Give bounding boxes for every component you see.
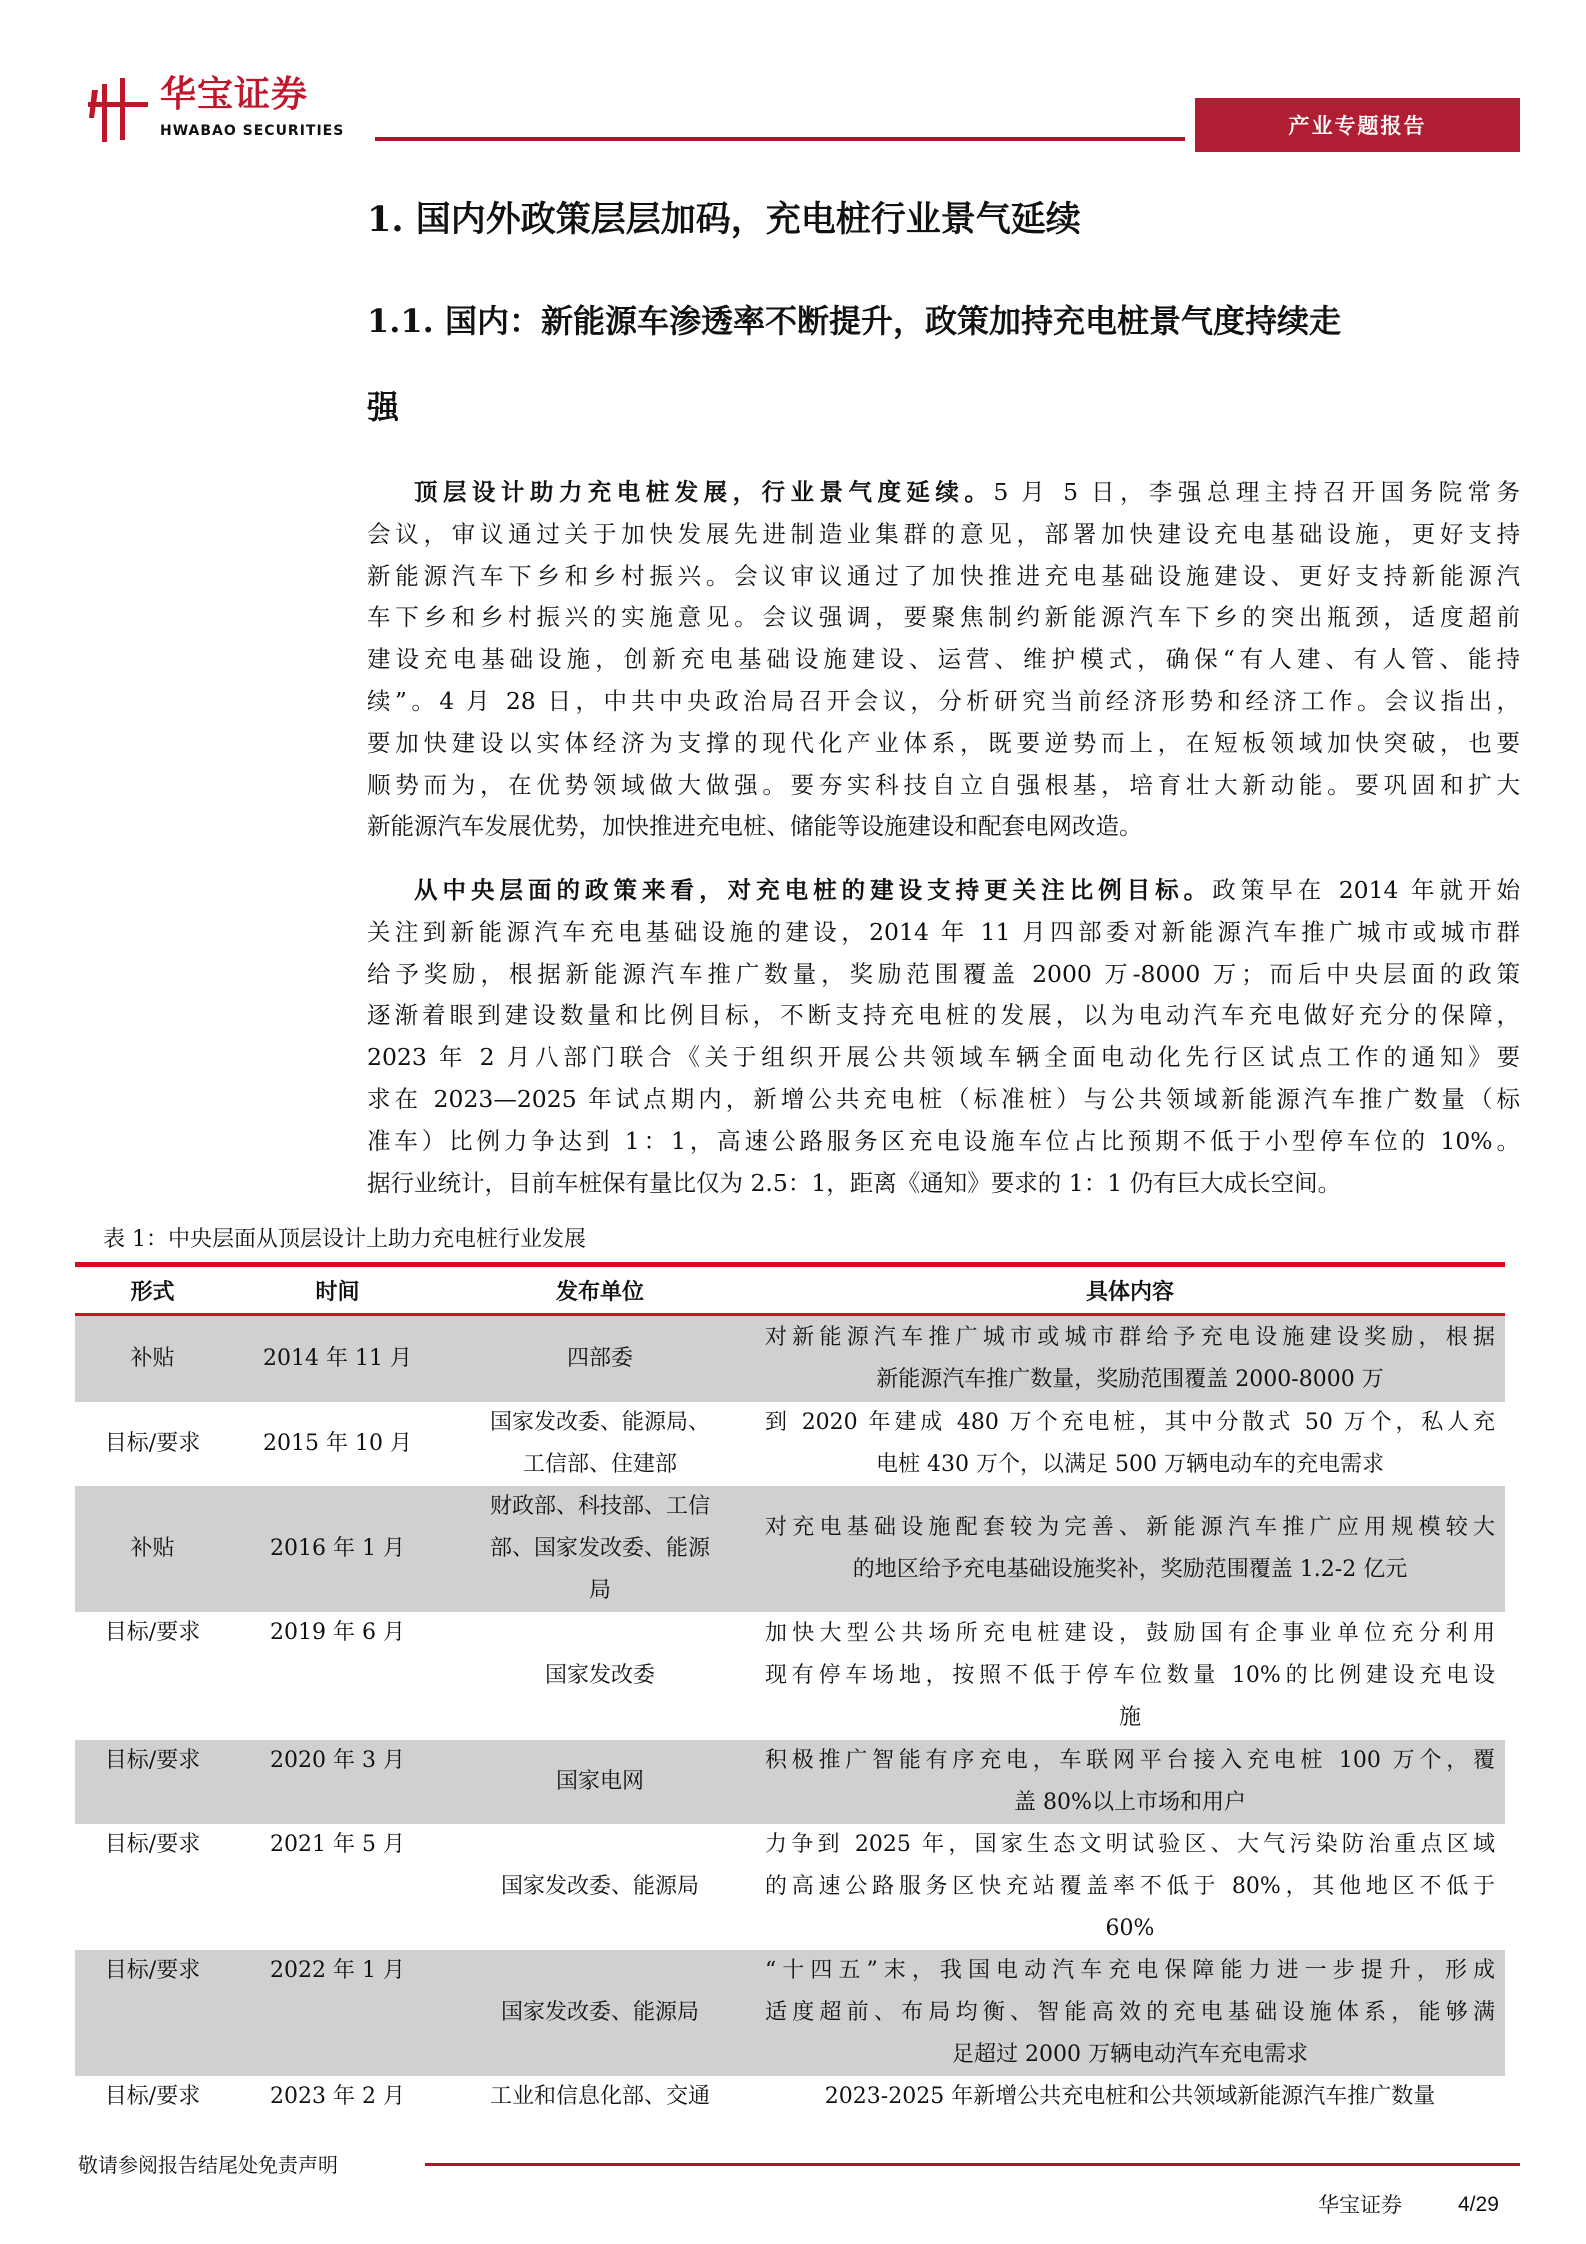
form-text: 目标/要求 — [104, 1431, 201, 1457]
issuer-line: 国家电网 — [555, 1769, 644, 1795]
form-cell — [75, 1740, 230, 1824]
time-text: 2015 年 10 月 — [263, 1431, 412, 1457]
paragraph-lead: 从中央层面的政策来看，对充电桩的建设支持更关注比例目标。 — [414, 876, 1213, 904]
paragraph-text: 要加快建设以实体经济为支撑的现代化产业体系，既要逆势而上，在短板领域加快突破，也要 — [367, 728, 1520, 757]
content-line: 施 — [1118, 1704, 1141, 1730]
time-text: 2014 年 11 月 — [263, 1346, 412, 1372]
time-cell — [230, 1486, 445, 1612]
issuer-line: 国家发改委、能源局 — [500, 2000, 699, 2026]
content-cell — [755, 1824, 1505, 1950]
paragraph-text: 建设充电基础设施，创新充电基础设施建设、运营、维护模式，确保“有人建、有人管、能持 — [367, 645, 1520, 674]
form-text: 补贴 — [130, 1346, 175, 1372]
content-line: 到 2020 年建成 480 万个充电桩，其中分散式 50 万个，私人充 — [765, 1410, 1495, 1436]
issuer-cell — [445, 1950, 755, 2076]
policy-table — [75, 1262, 1505, 2166]
column-header: 具体内容 — [1085, 1278, 1174, 1305]
paragraph-top-level-design — [367, 472, 1520, 848]
report-type-badge: 产业专题报告 — [1195, 98, 1520, 152]
paragraph-central-policy — [367, 870, 1520, 1204]
paragraph-line — [367, 870, 1520, 912]
content-cell — [755, 2076, 1505, 2166]
content-line: 积极推广智能有序充电，车联网平台接入充电桩 100 万个，覆 — [765, 1748, 1495, 1774]
form-cell — [75, 1402, 230, 1486]
content-line: 足超过 2000 万辆电动汽车充电需求 — [952, 2041, 1308, 2067]
content-cell — [755, 1740, 1505, 1824]
issuer-cell — [445, 1740, 755, 1824]
time-text: 2023 年 2 月 — [270, 2084, 405, 2109]
time-cell — [230, 1824, 445, 1950]
issuer-line: 局 — [588, 1577, 611, 1603]
paragraph-line — [367, 1121, 1520, 1163]
paragraph-line — [367, 681, 1520, 723]
issuer-cell — [445, 1402, 755, 1486]
subsection-heading-line-2: 强 — [367, 388, 400, 426]
disclaimer-note: 敬请参阅报告结尾处免责声明 — [78, 2153, 338, 2177]
paragraph-text: 车下乡和乡村振兴的实施意见。会议强调，要聚焦制约新能源汽车下乡的突出瓶颈，适度超前 — [367, 603, 1520, 632]
issuer-cell — [445, 1612, 755, 1740]
form-text: 目标/要求 — [104, 1748, 201, 1773]
paragraph-text: 逐渐着眼到建设数量和比例目标，不断支持充电桩的发展，以为电动汽车充电做好充分的保障， — [367, 1001, 1520, 1030]
table-row — [75, 1402, 1505, 1486]
form-cell — [75, 1612, 230, 1740]
content-cell — [755, 1486, 1505, 1612]
issuer-cell — [445, 1486, 755, 1612]
paragraph-line — [367, 954, 1520, 996]
paragraph-line — [367, 912, 1520, 954]
issuer-line: 国家发改委 — [544, 1663, 655, 1689]
content-cell — [755, 1402, 1505, 1486]
issuer-line: 财政部、科技部、工信 — [489, 1494, 710, 1520]
paragraph-line — [367, 723, 1520, 765]
logo-english: HWABAO SECURITIES — [160, 123, 345, 139]
issuer-line: 国家发改委、能源局、 — [489, 1410, 710, 1436]
content-cell — [755, 1950, 1505, 2076]
issuer-line: 工信部、住建部 — [522, 1452, 677, 1477]
form-cell — [75, 1486, 230, 1612]
content-line: 对新能源汽车推广城市或城市群给予充电设施建设奖励，根据 — [765, 1325, 1495, 1351]
form-text: 目标/要求 — [104, 1832, 201, 1857]
content-line: 的高速公路服务区快充站覆盖率不低于 80%，其他地区不低于 — [765, 1874, 1495, 1900]
table-row — [75, 1486, 1505, 1612]
paragraph-line — [367, 765, 1520, 807]
paragraph-text: 会议，审议通过关于加快发展先进制造业集群的意见，部署加快建设充电基础设施，更好支持 — [367, 519, 1520, 548]
paragraph-text: 续”。4 月 28 日，中共中央政治局召开会议，分析研究当前经济形势和经济工作。会议指出， — [367, 686, 1520, 715]
content-line: 60% — [1105, 1915, 1155, 1941]
issuer-line: 工业和信息化部、交通 — [489, 2084, 710, 2109]
time-text: 2020 年 3 月 — [270, 1748, 405, 1773]
form-text: 补贴 — [130, 1536, 175, 1562]
issuer-cell — [445, 2076, 755, 2166]
content-line: 现有停车场地，按照不低于停车位数量 10%的比例建设充电设 — [765, 1663, 1495, 1689]
time-cell — [230, 1612, 445, 1740]
paragraph-text: 据行业统计，目前车桩保有量比仅为 2.5：1，距离《通知》要求的 1：1 仍有巨大成长空间。 — [367, 1168, 1342, 1197]
table-row — [75, 1740, 1505, 1824]
issuer-line: 四部委 — [566, 1346, 633, 1372]
paragraph-line — [367, 1079, 1520, 1121]
table-row — [75, 1316, 1505, 1402]
section-heading: 1. 国内外政策层层加码，充电桩行业景气延续 — [367, 199, 1081, 240]
paragraph-lead: 顶层设计助力充电桩发展，行业景气度延续。 — [414, 478, 994, 506]
paragraph-text: 政策早在 2014 年就开始 — [1212, 876, 1520, 904]
paragraph-line — [367, 556, 1520, 598]
content-line: 电桩 430 万个，以满足 500 万辆电动车的充电需求 — [876, 1452, 1384, 1477]
content-line: 的地区给予充电基础设施奖补，奖励范围覆盖 1.2-2 亿元 — [852, 1557, 1408, 1582]
paragraph-text: 顺势而为，在优势领域做大做强。要夯实科技自立自强根基，培育壮大新动能。要巩固和扩大 — [367, 770, 1520, 799]
time-text: 2022 年 1 月 — [270, 1958, 405, 1983]
time-text: 2016 年 1 月 — [270, 1536, 405, 1562]
paragraph-text: 新能源汽车下乡和乡村振兴。会议审议通过了加快推进充电基础设施建设、更好支持新能源汽 — [367, 561, 1520, 590]
footer-divider — [425, 2163, 1520, 2166]
paragraph-text: 关注到新能源汽车充电基础设施的建设，2014 年 11 月四部委对新能源汽车推广城市或城市群 — [367, 917, 1520, 946]
header-divider — [375, 137, 1185, 141]
table-caption: 表 1：中央层面从顶层设计上助力充电桩行业发展 — [103, 1227, 586, 1252]
content-line: 2023-2025 年新增公共充电桩和公共领域新能源汽车推广数量 — [824, 2084, 1436, 2109]
paragraph-text: 给予奖励，根据新能源汽车推广数量，奖励范围覆盖 2000 万-8000 万；而后中央层面的政策 — [367, 959, 1520, 988]
form-text: 目标/要求 — [104, 2084, 201, 2109]
content-line: “十四五”末，我国电动汽车充电保障能力进一步提升，形成 — [765, 1958, 1495, 1984]
paragraph-text: 2023 年 2 月八部门联合《关于组织开展公共领域车辆全面电动化先行区试点工作的通知》要 — [367, 1043, 1520, 1072]
content-line: 适度超前、布局均衡、智能高效的充电基础设施体系，能够满 — [765, 2000, 1495, 2026]
paragraph-text: 准车）比例力争达到 1：1，高速公路服务区充电设施车位占比预期不低于小型停车位的 10%。 — [367, 1126, 1520, 1155]
paragraph-line — [367, 806, 1520, 848]
table-row — [75, 1612, 1505, 1740]
issuer-cell — [445, 1824, 755, 1950]
form-text: 目标/要求 — [104, 1620, 201, 1645]
time-cell — [230, 1950, 445, 2076]
time-cell — [230, 1402, 445, 1486]
time-cell — [230, 1740, 445, 1824]
hwabao-logo-icon — [88, 78, 152, 144]
paragraph-line — [367, 995, 1520, 1037]
content-line: 盖 80%以上市场和用户 — [1014, 1790, 1246, 1815]
table-row — [75, 1824, 1505, 1950]
content-line: 对充电基础设施配套较为完善、新能源汽车推广应用规模较大 — [765, 1515, 1495, 1541]
table-row — [75, 1950, 1505, 2076]
time-text: 2021 年 5 月 — [270, 1832, 405, 1857]
subsection-heading-line-1: 1.1. 国内：新能源车渗透率不断提升，政策加持充电桩景气度持续走 — [367, 302, 1341, 340]
issuer-line: 国家发改委、能源局 — [500, 1874, 699, 1900]
page-number: 4/29 — [1458, 2193, 1499, 2216]
paragraph-line — [367, 514, 1520, 556]
content-cell — [755, 1316, 1505, 1402]
form-cell — [75, 1316, 230, 1402]
paragraph-text: 新能源汽车发展优势，加快推进充电桩、储能等设施建设和配套电网改造。 — [367, 812, 1143, 841]
content-line: 加快大型公共场所充电桩建设，鼓励国有企事业单位充分利用 — [765, 1621, 1495, 1647]
content-line: 新能源汽车推广数量，奖励范围覆盖 2000-8000 万 — [876, 1367, 1384, 1392]
form-cell — [75, 1824, 230, 1950]
content-cell — [755, 1612, 1505, 1740]
paragraph-line — [367, 597, 1520, 639]
paragraph-line — [367, 472, 1520, 514]
time-cell — [230, 1316, 445, 1402]
table-header-row — [75, 1267, 1505, 1313]
column-header: 形式 — [130, 1278, 175, 1305]
form-text: 目标/要求 — [104, 1958, 201, 1983]
paragraph-line — [367, 1163, 1520, 1205]
issuer-line: 部、国家发改委、能源 — [489, 1536, 710, 1562]
paragraph-text: 5 月 5 日，李强总理主持召开国务院常务 — [993, 478, 1520, 506]
content-line: 力争到 2025 年，国家生态文明试验区、大气污染防治重点区域 — [765, 1832, 1495, 1858]
column-header: 发布单位 — [555, 1278, 644, 1305]
issuer-cell — [445, 1316, 755, 1402]
paragraph-line — [367, 1037, 1520, 1079]
time-text: 2019 年 6 月 — [270, 1620, 405, 1645]
paragraph-line — [367, 639, 1520, 681]
paragraph-text: 求在 2023—2025 年试点期内，新增公共充电桩（标准桩）与公共领域新能源汽车推广数量（标 — [367, 1084, 1520, 1113]
column-header: 时间 — [315, 1278, 360, 1305]
logo-name: 华宝证券 — [160, 74, 309, 115]
form-cell — [75, 1950, 230, 2076]
footer-brand: 华宝证券 — [1318, 2193, 1402, 2217]
